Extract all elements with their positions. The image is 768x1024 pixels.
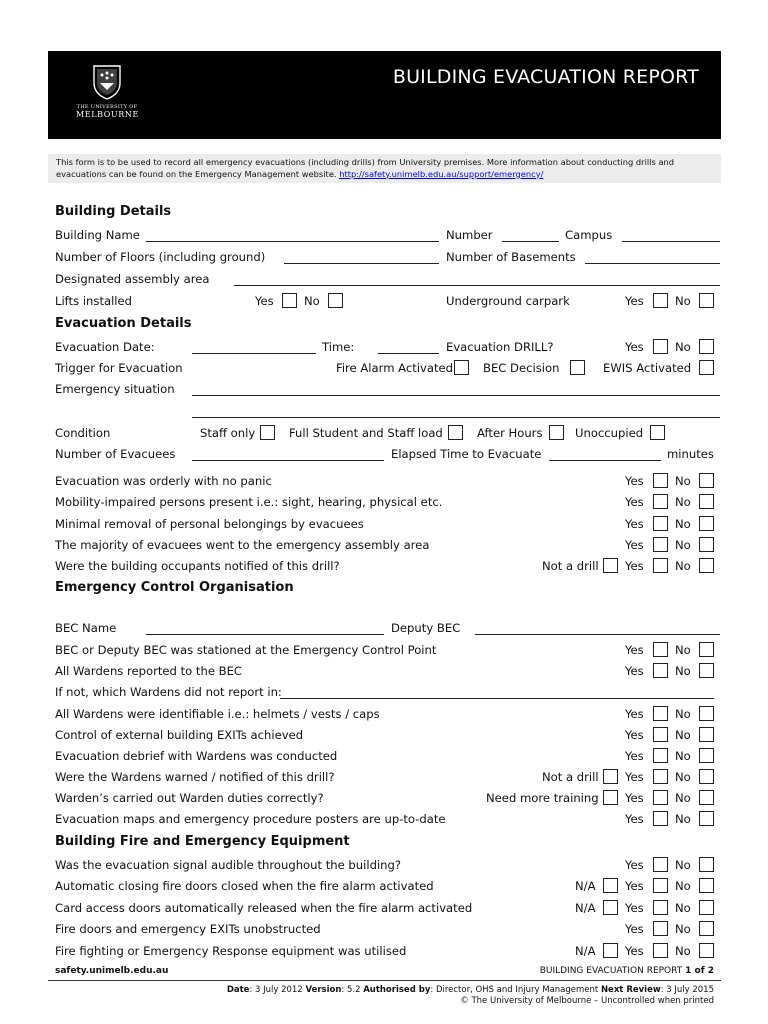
label-time: Time: [322, 340, 355, 354]
field-evacuees[interactable] [192, 460, 384, 461]
label-yes: Yes [625, 495, 644, 509]
checkbox-mobility-yes[interactable] [653, 494, 668, 509]
label-number: Number [446, 228, 493, 242]
footer-page-number: 1 of 2 [685, 966, 714, 976]
field-campus[interactable] [622, 241, 720, 242]
field-building-number[interactable] [502, 241, 559, 242]
checkbox-unoccupied[interactable] [650, 425, 665, 440]
footer-review-value: : 3 July 2015 [660, 985, 714, 995]
label-not-a-drill: Not a drill [542, 559, 599, 573]
label-no: No [675, 707, 691, 721]
checkbox-fire-doors-no[interactable] [699, 878, 714, 893]
label-no: No [675, 944, 691, 958]
label-no: No [675, 728, 691, 742]
label-carpark: Underground carpark [446, 294, 570, 308]
label-evac-drill: Evacuation DRILL? [446, 340, 554, 354]
label-after-hours: After Hours [477, 426, 543, 440]
question-wardens-reported: All Wardens reported to the BEC [55, 664, 243, 678]
checkbox-card-access-no[interactable] [699, 900, 714, 915]
checkbox-card-access-na[interactable] [603, 900, 618, 915]
intro-text: This form is to be used to record all emergency evacuations (including drills) from University premises. More information about conducting drills and evacuations can be found on the Emergency Management website. [56, 157, 675, 179]
question-debrief: Evacuation debrief with Wardens was conducted [55, 749, 338, 763]
checkbox-staff-only[interactable] [260, 425, 275, 440]
checkbox-unobstructed-yes[interactable] [653, 921, 668, 936]
question-exits-unobstructed: Fire doors and emergency EXITs unobstructed [55, 922, 321, 936]
checkbox-drill-yes[interactable] [653, 339, 668, 354]
label-no: No [675, 770, 691, 784]
footer-meta [227, 985, 714, 995]
label-yes: Yes [255, 294, 274, 308]
label-building-name: Building Name [55, 228, 140, 242]
label-no: No [675, 901, 691, 915]
footer-auth-value: : Director, OHS and Injury Management [430, 985, 601, 995]
label-yes: Yes [625, 770, 644, 784]
label-yes: Yes [625, 707, 644, 721]
label-no: No [675, 559, 691, 573]
intro-box [48, 154, 721, 183]
label-no: No [675, 879, 691, 893]
checkbox-external-exits-no[interactable] [699, 727, 714, 742]
footer-site: safety.unimelb.edu.au [55, 966, 169, 976]
checkbox-warned-not-drill[interactable] [603, 769, 618, 784]
question-external-exits: Control of external building EXITs achieved [55, 728, 304, 742]
checkbox-lifts-yes[interactable] [282, 293, 297, 308]
label-unoccupied: Unoccupied [575, 426, 644, 440]
question-maps-posters: Evacuation maps and emergency procedure posters are up-to-date [55, 812, 446, 826]
section-heading-eco: Emergency Control Organisation [55, 580, 294, 595]
footer-divider [48, 980, 721, 981]
label-yes: Yes [625, 643, 644, 657]
checkbox-warned-yes[interactable] [653, 769, 668, 784]
label-fire-alarm: Fire Alarm Activated [336, 361, 454, 375]
checkbox-belongings-yes[interactable] [653, 516, 668, 531]
checkbox-carpark-yes[interactable] [653, 293, 668, 308]
label-yes: Yes [625, 517, 644, 531]
label-bec-name: BEC Name [55, 621, 117, 635]
label-yes: Yes [625, 879, 644, 893]
checkbox-orderly-no[interactable] [699, 473, 714, 488]
section-heading-equipment: Building Fire and Emergency Equipment [55, 834, 350, 849]
label-na: N/A [575, 944, 596, 958]
label-elapsed-time: Elapsed Time to Evacuate [391, 447, 542, 461]
question-mobility: Mobility-impaired persons present i.e.: sight, hearing, physical etc. [55, 495, 443, 509]
checkbox-duties-no[interactable] [699, 790, 714, 805]
checkbox-bec-decision[interactable] [570, 360, 585, 375]
label-yes: Yes [625, 749, 644, 763]
label-yes: Yes [625, 791, 644, 805]
question-signal-audible: Was the evacuation signal audible throughout the building? [55, 858, 402, 872]
footer-auth-label: Authorised by [363, 985, 431, 995]
emergency-website-link[interactable]: http://safety.unimelb.edu.au/support/emergency/ [339, 168, 544, 179]
footer-review-label: Next Review [600, 985, 661, 995]
question-fire-doors-closed: Automatic closing fire doors closed when the fire alarm activated [55, 879, 434, 893]
checkbox-wardens-reported-no[interactable] [699, 663, 714, 678]
label-condition: Condition [55, 426, 111, 440]
label-no: No [675, 340, 691, 354]
checkbox-bec-stationed-no[interactable] [699, 642, 714, 657]
checkbox-signal-no[interactable] [699, 857, 714, 872]
label-no: No [304, 294, 320, 308]
university-logo [76, 63, 138, 129]
checkbox-fire-alarm[interactable] [454, 360, 469, 375]
label-not-a-drill: Not a drill [542, 770, 599, 784]
checkbox-maps-yes[interactable] [653, 811, 668, 826]
label-full-load: Full Student and Staff load [289, 426, 443, 440]
question-card-access: Card access doors automatically released when the fire alarm activated [55, 901, 473, 915]
label-no: No [675, 858, 691, 872]
label-floors: Number of Floors (including ground) [55, 250, 266, 264]
label-na: N/A [575, 901, 596, 915]
checkbox-mobility-no[interactable] [699, 494, 714, 509]
checkbox-external-exits-yes[interactable] [653, 727, 668, 742]
label-na: N/A [575, 879, 596, 893]
label-yes: Yes [625, 538, 644, 552]
field-bec-name[interactable] [146, 634, 384, 635]
label-deputy-bec: Deputy BEC [391, 621, 461, 635]
checkbox-debrief-yes[interactable] [653, 748, 668, 763]
checkbox-identifiable-yes[interactable] [653, 706, 668, 721]
question-belongings: Minimal removal of personal belongings by evacuees [55, 517, 364, 531]
checkbox-occupants-yes[interactable] [653, 558, 668, 573]
checkbox-belongings-no[interactable] [699, 516, 714, 531]
label-staff-only: Staff only [200, 426, 256, 440]
label-campus: Campus [565, 228, 613, 242]
question-wardens-not-report: If not, which Wardens did not report in: [55, 685, 282, 699]
label-no: No [675, 664, 691, 678]
field-elapsed-time[interactable] [549, 460, 661, 461]
checkbox-warned-no[interactable] [699, 769, 714, 784]
label-no: No [675, 517, 691, 531]
checkbox-wardens-reported-yes[interactable] [653, 663, 668, 678]
logo-text-university: THE UNIVERSITY OF [76, 104, 138, 110]
question-equipment-utilised: Fire fighting or Emergency Response equipment was utilised [55, 944, 407, 958]
field-basements[interactable] [585, 263, 720, 264]
label-yes: Yes [625, 901, 644, 915]
label-no: No [675, 922, 691, 936]
label-no: No [675, 495, 691, 509]
checkbox-assembly-yes[interactable] [653, 537, 668, 552]
label-assembly-area: Designated assembly area [55, 272, 210, 286]
label-yes: Yes [625, 858, 644, 872]
label-trigger: Trigger for Evacuation [55, 361, 183, 375]
footer-copyright: © The University of Melbourne – Uncontrolled when printed [460, 996, 714, 1006]
question-orderly: Evacuation was orderly with no panic [55, 474, 272, 488]
checkbox-maps-no[interactable] [699, 811, 714, 826]
checkbox-occupants-not-drill[interactable] [603, 558, 618, 573]
question-assembly: The majority of evacuees went to the emergency assembly area [55, 538, 430, 552]
label-no: No [675, 791, 691, 805]
checkbox-orderly-yes[interactable] [653, 473, 668, 488]
label-no: No [675, 749, 691, 763]
footer-date-value: : 3 July 2012 [249, 985, 306, 995]
label-no: No [675, 538, 691, 552]
field-evac-date[interactable] [192, 353, 316, 354]
footer-version-label: Version [305, 985, 342, 995]
checkbox-assembly-no[interactable] [699, 537, 714, 552]
report-header [48, 51, 721, 139]
checkbox-signal-yes[interactable] [653, 857, 668, 872]
label-evacuees: Number of Evacuees [55, 447, 176, 461]
label-emergency-situation: Emergency situation [55, 382, 175, 396]
label-ewis: EWIS Activated [603, 361, 692, 375]
label-bec-decision: BEC Decision [483, 361, 560, 375]
checkbox-utilised-no[interactable] [699, 943, 714, 958]
checkbox-lifts-no[interactable] [328, 293, 343, 308]
question-wardens-identifiable: All Wardens were identifiable i.e.: helmets / vests / caps [55, 707, 380, 721]
footer-version-value: : 5.2 [341, 985, 364, 995]
field-building-name[interactable] [146, 241, 439, 242]
checkbox-card-access-yes[interactable] [653, 900, 668, 915]
question-warden-duties: Warden’s carried out Warden duties correctly? [55, 791, 324, 805]
footer-report-name: BUILDING EVACUATION REPORT [539, 966, 686, 976]
logo-text-melbourne: MELBOURNE [76, 110, 139, 119]
section-heading-building: Building Details [55, 204, 172, 219]
field-time[interactable] [378, 353, 439, 354]
label-yes: Yes [625, 944, 644, 958]
label-minutes: minutes [667, 447, 714, 461]
label-lifts: Lifts installed [55, 294, 133, 308]
label-no: No [675, 294, 691, 308]
checkbox-utilised-yes[interactable] [653, 943, 668, 958]
checkbox-debrief-no[interactable] [699, 748, 714, 763]
label-no: No [675, 474, 691, 488]
checkbox-fire-doors-na[interactable] [603, 878, 618, 893]
checkbox-bec-stationed-yes[interactable] [653, 642, 668, 657]
label-yes: Yes [625, 728, 644, 742]
checkbox-fire-doors-yes[interactable] [653, 878, 668, 893]
section-heading-evacuation: Evacuation Details [55, 316, 192, 331]
label-yes: Yes [625, 474, 644, 488]
label-yes: Yes [625, 294, 644, 308]
label-yes: Yes [625, 559, 644, 573]
checkbox-after-hours[interactable] [549, 425, 564, 440]
label-basements: Number of Basements [446, 250, 576, 264]
label-no: No [675, 643, 691, 657]
checkbox-drill-no[interactable] [699, 339, 714, 354]
checkbox-duties-training[interactable] [603, 790, 618, 805]
page-title: BUILDING EVACUATION REPORT [392, 66, 699, 88]
checkbox-unobstructed-no[interactable] [699, 921, 714, 936]
field-deputy-bec[interactable] [475, 634, 720, 635]
label-yes: Yes [625, 922, 644, 936]
label-evac-date: Evacuation Date: [55, 340, 155, 354]
label-no: No [675, 812, 691, 826]
question-bec-stationed: BEC or Deputy BEC was stationed at the Emergency Control Point [55, 643, 437, 657]
university-crest-icon [90, 63, 124, 101]
checkbox-duties-yes[interactable] [653, 790, 668, 805]
checkbox-carpark-no[interactable] [699, 293, 714, 308]
checkbox-identifiable-no[interactable] [699, 706, 714, 721]
checkbox-occupants-no[interactable] [699, 558, 714, 573]
field-emergency-situation-2[interactable] [192, 417, 720, 418]
field-wardens-not-report[interactable] [280, 698, 714, 699]
label-need-training: Need more training [486, 791, 599, 805]
label-yes: Yes [625, 812, 644, 826]
label-yes: Yes [625, 340, 644, 354]
checkbox-ewis[interactable] [699, 360, 714, 375]
footer-report [540, 966, 714, 976]
field-floors[interactable] [284, 263, 439, 264]
question-wardens-warned: Were the Wardens warned / notified of this drill? [55, 770, 335, 784]
question-occupants-notified: Were the building occupants notified of this drill? [55, 559, 340, 573]
footer-date-label: Date [226, 985, 250, 995]
field-emergency-situation-1[interactable] [192, 395, 720, 396]
checkbox-utilised-na[interactable] [603, 943, 618, 958]
field-assembly-area[interactable] [234, 285, 720, 286]
label-yes: Yes [625, 664, 644, 678]
checkbox-full-load[interactable] [448, 425, 463, 440]
